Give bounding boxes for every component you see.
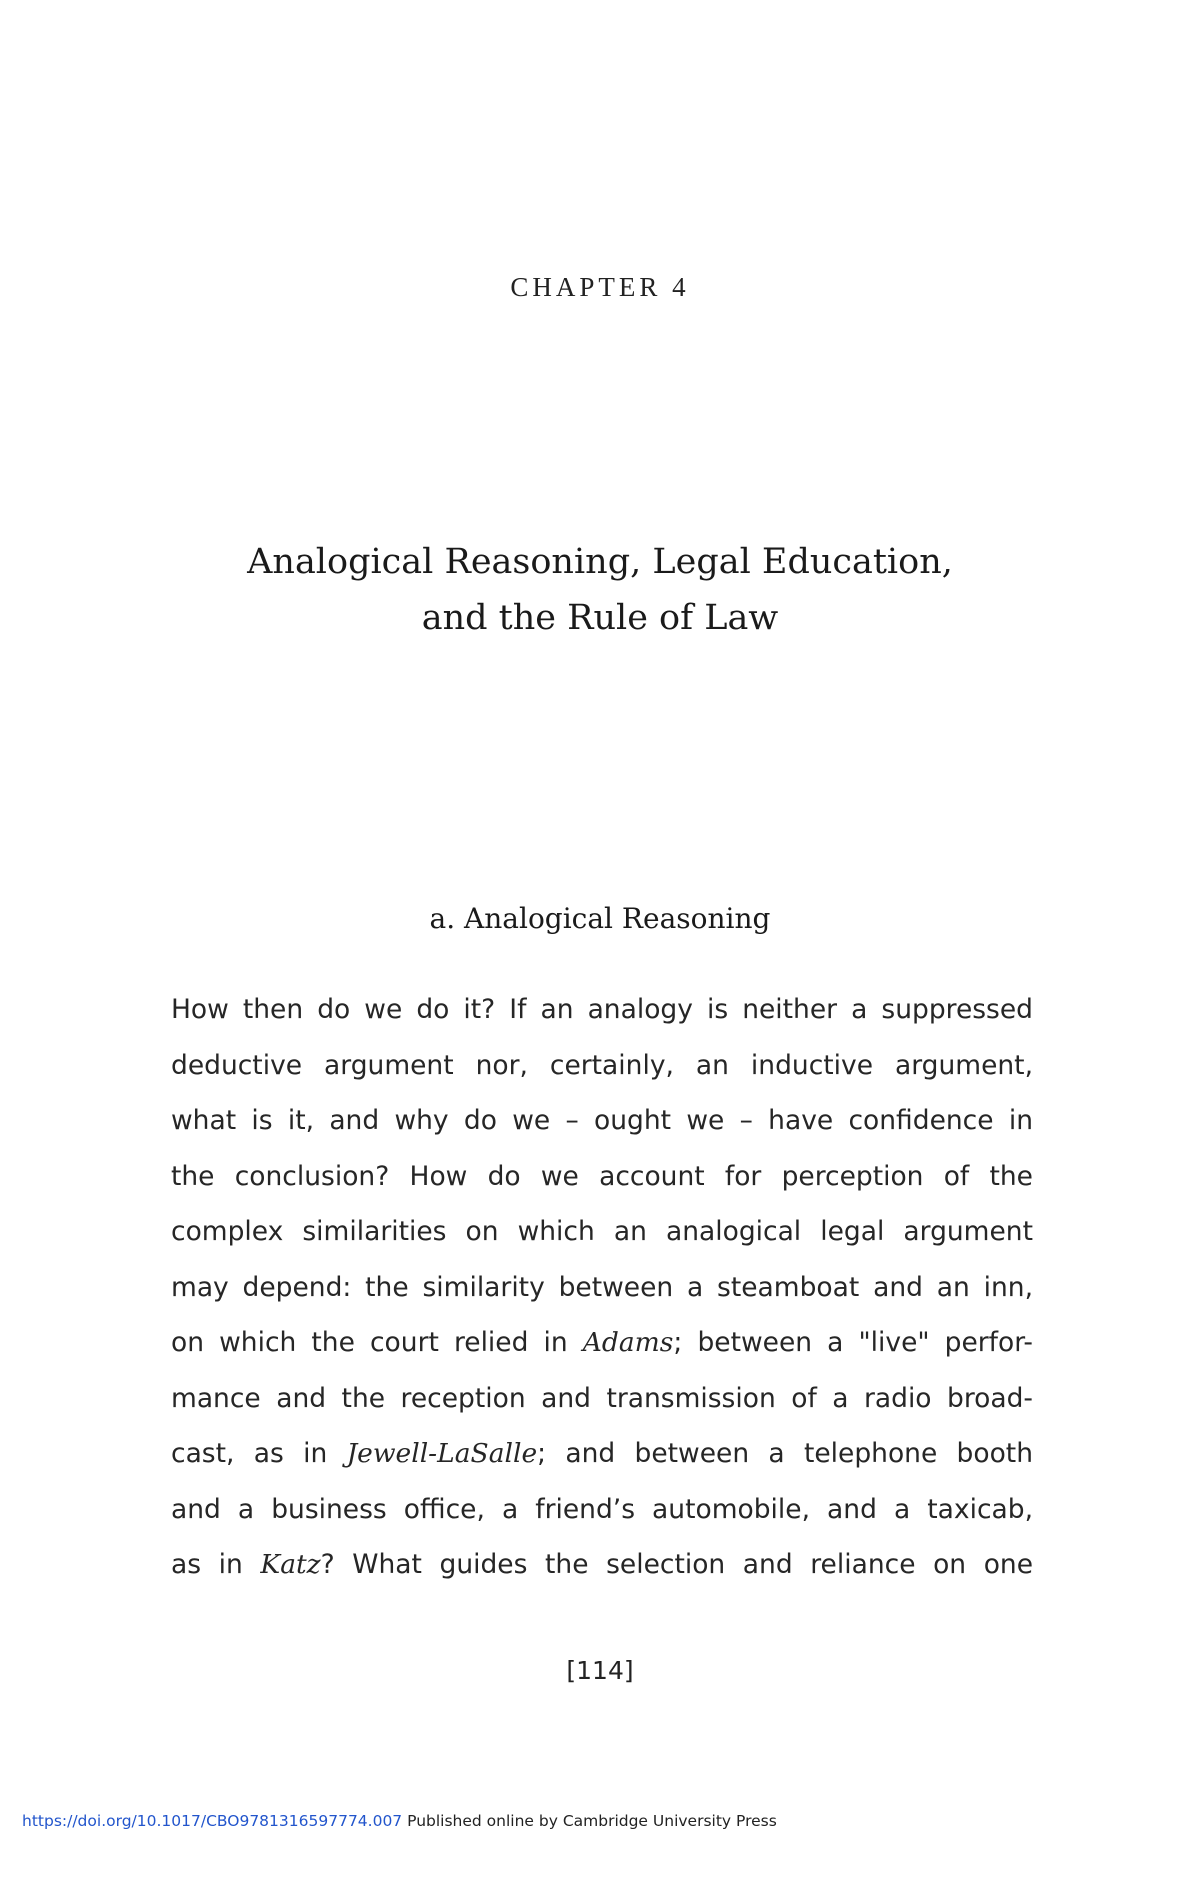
body-text-segment: cast, as in: [171, 1438, 347, 1469]
doi-link[interactable]: https://doi.org/10.1017/CBO9781316597774.007: [22, 1812, 403, 1830]
body-line: [171, 1537, 1033, 1593]
chapter-title-line-2: and the Rule of Law: [421, 598, 779, 638]
body-text-segment: ; between a "live" perfor-: [673, 1327, 1033, 1358]
body-text-segment: ? What guides the selection and reliance on one: [320, 1549, 1034, 1580]
body-text-segment: as in: [171, 1549, 261, 1580]
body-line: deductive argument nor, certainly, an inductive argument,: [171, 1049, 1033, 1081]
chapter-label: CHAPTER 4: [510, 272, 690, 302]
case-name-katz: Katz: [260, 1549, 321, 1580]
body-line: mance and the reception and transmission of a radio broad-: [171, 1382, 1033, 1414]
body-line: the conclusion? How do we account for perception of the: [171, 1160, 1033, 1192]
footer: [22, 1812, 777, 1830]
body-paragraph: [171, 982, 1033, 1593]
case-name-adams: Adams: [582, 1327, 674, 1358]
page-number: [114]: [566, 1656, 634, 1685]
section-heading: a. Analogical Reasoning: [429, 902, 771, 935]
body-line: How then do we do it? If an analogy is neither a suppressed: [171, 994, 1033, 1025]
chapter-title-line-1: Analogical Reasoning, Legal Education,: [247, 542, 953, 582]
publisher-text: Published online by Cambridge University Press: [407, 1812, 777, 1830]
body-text-segment: ; and between a telephone booth: [537, 1438, 1033, 1469]
body-line: complex similarities on which an analogical legal argument: [171, 1216, 1033, 1247]
body-line: may depend: the similarity between a steamboat and an inn,: [171, 1271, 1033, 1303]
body-line: what is it, and why do we – ought we – have confidence in: [171, 1105, 1033, 1136]
body-text-segment: on which the court relied in: [171, 1327, 583, 1358]
case-name-jewell-lasalle: Jewell-LaSalle: [346, 1438, 538, 1469]
body-line: [171, 1315, 1033, 1371]
body-line: and a business office, a friend’s automobile, and a taxicab,: [171, 1493, 1033, 1525]
chapter-title: [0, 534, 1200, 646]
body-line: [171, 1426, 1033, 1482]
